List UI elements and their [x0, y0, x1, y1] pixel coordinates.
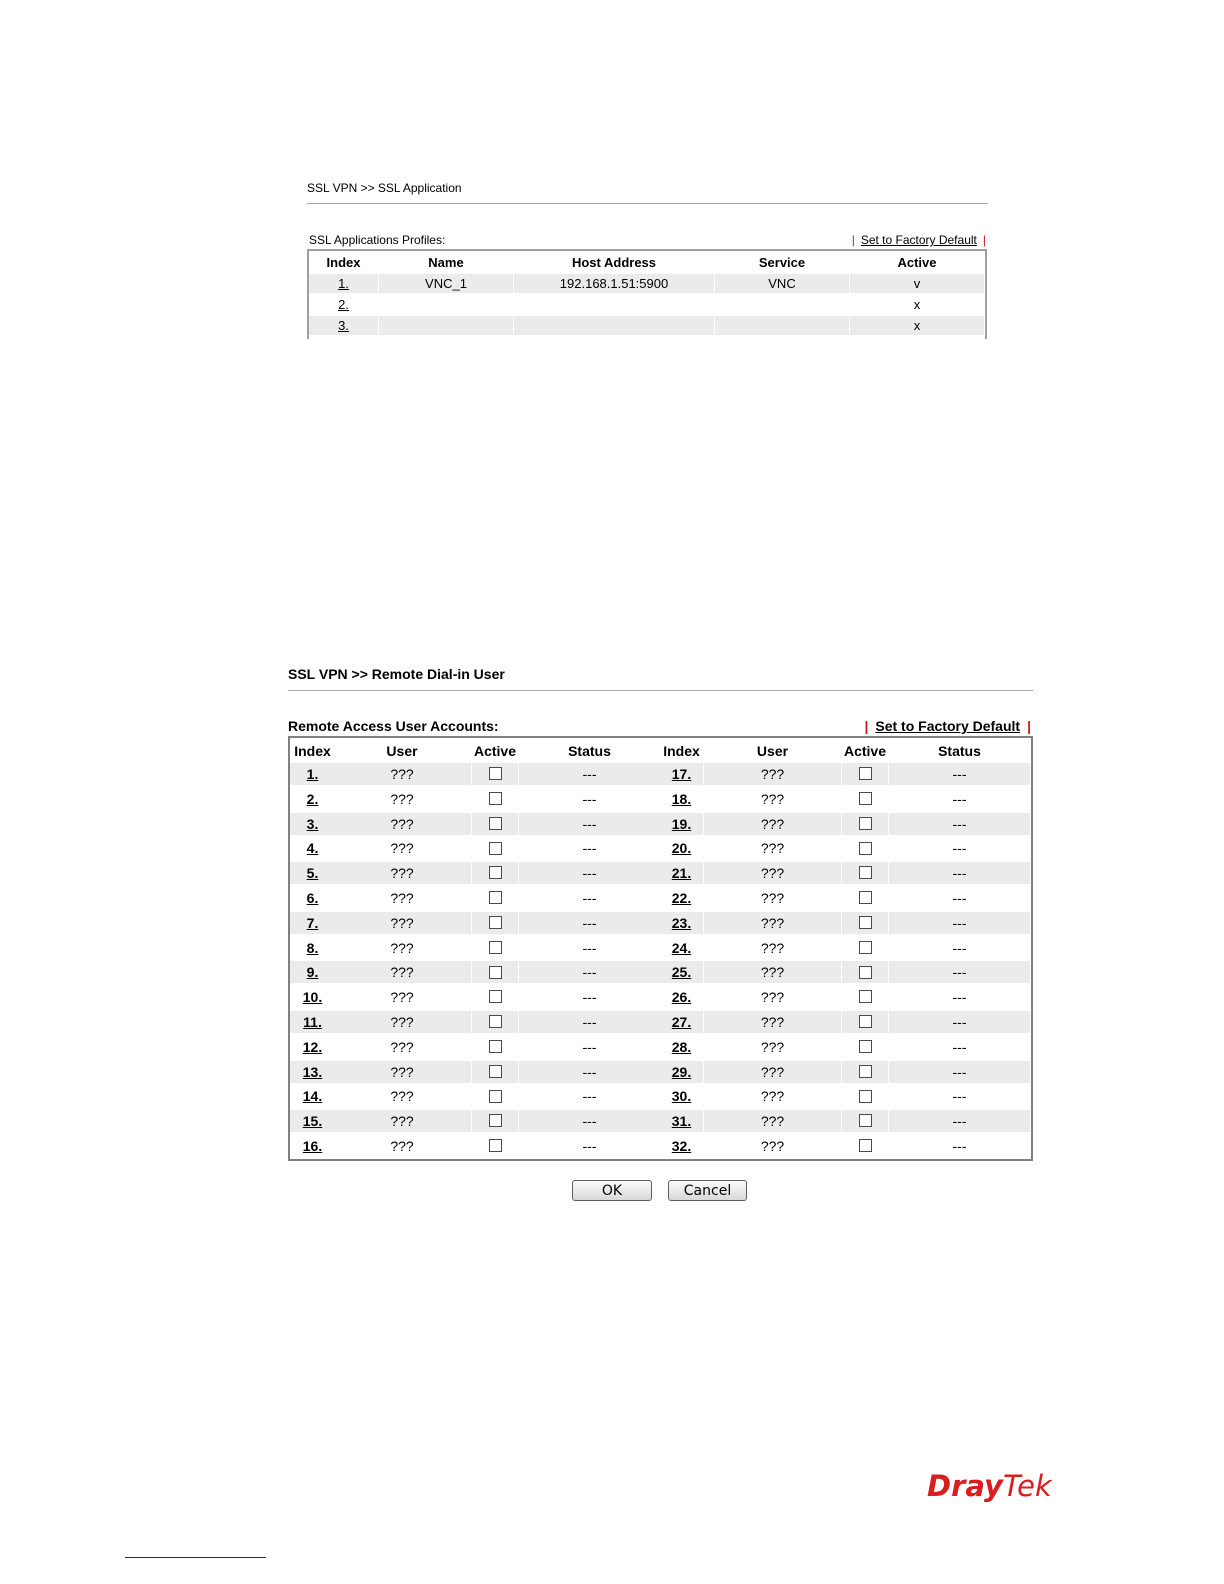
table-row — [290, 813, 1031, 838]
active-cell — [472, 1036, 518, 1058]
index-cell — [660, 1036, 703, 1058]
profile-index-link[interactable]: 3. — [338, 318, 349, 333]
active-checkbox[interactable] — [489, 891, 502, 904]
active-cell — [472, 937, 518, 959]
user-cell: ??? — [704, 1110, 841, 1132]
active-cell: v — [850, 274, 984, 293]
user-cell: ??? — [704, 1135, 841, 1157]
active-checkbox[interactable] — [859, 1015, 872, 1028]
active-checkbox[interactable] — [859, 941, 872, 954]
active-cell — [472, 1110, 518, 1132]
active-checkbox[interactable] — [489, 1040, 502, 1053]
name-cell — [379, 316, 513, 335]
table-row — [290, 763, 1031, 788]
status-cell: --- — [889, 862, 1030, 884]
user-cell: ??? — [704, 937, 841, 959]
index-cell — [660, 862, 703, 884]
table-row — [309, 295, 985, 315]
status-cell: --- — [519, 1036, 660, 1058]
factory-default-links — [864, 717, 1031, 735]
table-row — [290, 788, 1031, 813]
factory-default-links — [852, 232, 986, 248]
column-header-index: Index — [663, 743, 700, 759]
active-cell — [842, 837, 888, 859]
separator: | — [1027, 718, 1031, 734]
active-cell — [842, 986, 888, 1008]
index-cell — [290, 837, 335, 859]
active-checkbox[interactable] — [489, 792, 502, 805]
status-cell: --- — [889, 887, 1030, 909]
user-index-link[interactable]: 12. — [302, 1038, 323, 1055]
user-index-link[interactable]: 6. — [306, 890, 319, 906]
table-row — [309, 274, 985, 294]
active-cell — [472, 961, 518, 983]
active-cell — [472, 1011, 518, 1033]
status-cell: --- — [519, 961, 660, 983]
active-checkbox[interactable] — [859, 966, 872, 979]
set-factory-default-link[interactable]: Set to Factory Default — [875, 718, 1021, 734]
remote-access-user-table — [288, 736, 1033, 1161]
user-cell: ??? — [333, 1135, 471, 1157]
user-index-link[interactable]: 21. — [671, 865, 692, 882]
column-header-active: Active — [473, 743, 517, 759]
separator: | — [864, 718, 869, 734]
active-cell — [842, 788, 888, 810]
user-index-link[interactable]: 8. — [306, 939, 319, 956]
table-row — [290, 862, 1031, 887]
active-cell — [472, 813, 518, 835]
status-cell: --- — [519, 788, 660, 810]
column-header-user: User — [386, 743, 418, 759]
user-index-link[interactable]: 10. — [302, 989, 323, 1006]
index-cell — [660, 961, 703, 983]
user-cell: ??? — [333, 788, 471, 810]
status-cell: --- — [889, 1036, 1030, 1058]
index-cell — [290, 1110, 335, 1132]
user-index-link[interactable]: 2. — [306, 790, 319, 807]
index-cell — [660, 912, 703, 934]
separator: | — [851, 233, 855, 247]
status-cell: --- — [889, 1135, 1030, 1157]
status-cell: --- — [519, 912, 660, 934]
separator: | — [982, 233, 986, 247]
user-index-link[interactable]: 4. — [306, 840, 319, 857]
active-cell — [472, 862, 518, 884]
status-cell: --- — [519, 1061, 660, 1083]
active-cell — [842, 887, 888, 909]
table-row — [290, 986, 1031, 1011]
user-index-link[interactable]: 24. — [671, 939, 692, 956]
cancel-button[interactable]: Cancel — [668, 1180, 747, 1201]
host-address-cell — [514, 295, 714, 314]
user-cell: ??? — [333, 1061, 471, 1083]
user-cell: ??? — [704, 961, 841, 983]
active-checkbox[interactable] — [489, 1139, 502, 1152]
table-row — [290, 837, 1031, 862]
active-checkbox[interactable] — [489, 1090, 502, 1103]
active-checkbox[interactable] — [489, 817, 502, 830]
table-header — [290, 740, 1031, 762]
user-cell: ??? — [333, 986, 471, 1008]
index-cell — [290, 1011, 335, 1033]
active-checkbox[interactable] — [859, 792, 872, 805]
footnote-rule — [125, 1557, 266, 1558]
column-header-active: Active — [843, 743, 887, 759]
index-cell — [660, 937, 703, 959]
table-row — [290, 1110, 1031, 1135]
active-cell — [842, 1110, 888, 1132]
index-cell — [290, 961, 335, 983]
index-cell — [660, 837, 703, 859]
user-cell: ??? — [704, 1011, 841, 1033]
active-checkbox[interactable] — [859, 1065, 872, 1078]
index-cell — [660, 1085, 703, 1107]
user-cell: ??? — [333, 1110, 471, 1132]
column-header-host-address: Host Address — [571, 255, 657, 270]
index-cell — [290, 1036, 335, 1058]
service-cell — [715, 316, 849, 335]
index-cell — [309, 295, 378, 314]
index-cell — [290, 788, 335, 810]
set-factory-default-link[interactable]: Set to Factory Default — [860, 233, 977, 247]
table-header — [309, 253, 985, 273]
active-cell — [842, 1061, 888, 1083]
status-cell: --- — [889, 1110, 1030, 1132]
active-checkbox[interactable] — [489, 1114, 502, 1127]
index-cell — [660, 763, 703, 785]
index-cell — [290, 1135, 335, 1157]
table-row — [290, 961, 1031, 986]
status-cell: --- — [519, 1110, 660, 1132]
logo-text-dray: Dray — [927, 1469, 1003, 1503]
breadcrumb: SSL VPN >> Remote Dial-in User — [288, 666, 505, 682]
active-checkbox[interactable] — [489, 767, 502, 780]
draytek-logo — [927, 1465, 1067, 1509]
user-index-link[interactable]: 20. — [671, 840, 692, 857]
service-cell — [715, 295, 849, 314]
active-checkbox[interactable] — [489, 941, 502, 954]
index-cell — [290, 862, 335, 884]
active-cell — [842, 1036, 888, 1058]
active-checkbox[interactable] — [489, 966, 502, 979]
user-cell: ??? — [333, 813, 471, 835]
active-cell — [842, 763, 888, 785]
name-cell — [379, 295, 513, 314]
index-cell — [660, 1110, 703, 1132]
active-checkbox[interactable] — [859, 891, 872, 904]
profile-index-link[interactable]: 1. — [338, 276, 349, 291]
user-cell: ??? — [333, 937, 471, 959]
user-index-link[interactable]: 31. — [671, 1113, 692, 1130]
index-cell — [660, 1061, 703, 1083]
active-cell — [472, 1085, 518, 1107]
status-cell: --- — [889, 788, 1030, 810]
active-checkbox[interactable] — [489, 1015, 502, 1028]
user-cell: ??? — [333, 1085, 471, 1107]
user-index-link[interactable]: 1. — [306, 766, 319, 782]
active-checkbox[interactable] — [859, 767, 872, 780]
index-cell — [660, 986, 703, 1008]
active-checkbox[interactable] — [859, 1139, 872, 1152]
status-cell: --- — [889, 1085, 1030, 1107]
active-cell — [472, 788, 518, 810]
user-cell: ??? — [704, 1085, 841, 1107]
index-cell — [660, 1011, 703, 1033]
status-cell: --- — [889, 986, 1030, 1008]
status-cell: --- — [519, 837, 660, 859]
user-cell: ??? — [704, 986, 841, 1008]
table-row — [290, 1135, 1031, 1160]
status-cell: --- — [889, 763, 1030, 785]
status-cell: --- — [519, 813, 660, 835]
user-cell: ??? — [333, 1036, 471, 1058]
section-header — [307, 232, 988, 248]
column-header-active: Active — [897, 255, 937, 270]
table-row — [290, 1061, 1031, 1086]
active-checkbox[interactable] — [859, 842, 872, 855]
active-checkbox[interactable] — [859, 1114, 872, 1127]
status-cell: --- — [519, 1135, 660, 1157]
index-cell — [309, 316, 378, 335]
user-cell: ??? — [704, 862, 841, 884]
active-checkbox[interactable] — [859, 817, 872, 830]
section-title: SSL Applications Profiles: — [309, 233, 446, 247]
status-cell: --- — [889, 813, 1030, 835]
form-buttons — [288, 1180, 1033, 1202]
active-cell: x — [850, 316, 984, 335]
index-cell — [309, 274, 378, 293]
service-cell: VNC — [715, 274, 849, 293]
active-cell — [842, 937, 888, 959]
divider — [288, 690, 1033, 691]
status-cell: --- — [889, 1011, 1030, 1033]
active-cell: x — [850, 295, 984, 314]
column-header-service: Service — [758, 255, 806, 270]
user-cell: ??? — [333, 912, 471, 934]
active-cell — [842, 1085, 888, 1107]
user-cell: ??? — [704, 887, 841, 909]
table-row — [290, 912, 1031, 937]
host-address-cell: 192.168.1.51:5900 — [514, 274, 714, 293]
active-cell — [472, 1061, 518, 1083]
active-cell — [472, 1135, 518, 1157]
active-checkbox[interactable] — [859, 866, 872, 879]
status-cell: --- — [519, 862, 660, 884]
column-header-status: Status — [568, 743, 611, 759]
user-index-link[interactable]: 18. — [671, 790, 692, 807]
logo-text-tek: Tek — [1003, 1469, 1052, 1503]
user-index-link[interactable]: 9. — [306, 964, 319, 981]
user-cell: ??? — [704, 1061, 841, 1083]
index-cell — [660, 813, 703, 835]
user-cell: ??? — [704, 763, 841, 785]
active-cell — [842, 1011, 888, 1033]
status-cell: --- — [889, 912, 1030, 934]
user-index-link[interactable]: 11. — [303, 1014, 322, 1030]
user-index-link[interactable]: 19. — [671, 815, 692, 832]
user-index-link[interactable]: 13. — [302, 1063, 323, 1080]
section-title: Remote Access User Accounts: — [288, 718, 499, 734]
active-cell — [842, 862, 888, 884]
user-cell: ??? — [704, 837, 841, 859]
user-cell: ??? — [333, 837, 471, 859]
column-header-index: Index — [326, 255, 361, 270]
user-cell: ??? — [704, 813, 841, 835]
user-index-link[interactable]: 17. — [671, 766, 692, 782]
user-cell: ??? — [333, 862, 471, 884]
active-checkbox[interactable] — [859, 990, 872, 1003]
user-index-link[interactable]: 27. — [671, 1014, 692, 1030]
breadcrumb: SSL VPN >> SSL Application — [307, 181, 462, 195]
user-index-link[interactable]: 26. — [671, 989, 692, 1006]
table-row — [290, 1085, 1031, 1110]
active-checkbox[interactable] — [489, 866, 502, 879]
active-cell — [472, 912, 518, 934]
table-row — [290, 1011, 1031, 1036]
active-checkbox[interactable] — [859, 1040, 872, 1053]
active-cell — [472, 986, 518, 1008]
active-checkbox[interactable] — [859, 1090, 872, 1103]
user-cell: ??? — [333, 763, 471, 785]
profile-index-link[interactable]: 2. — [338, 297, 349, 312]
table-row — [290, 887, 1031, 912]
user-index-link[interactable]: 29. — [671, 1063, 692, 1080]
table-row — [290, 937, 1031, 962]
user-index-link[interactable]: 23. — [671, 914, 692, 931]
user-index-link[interactable]: 30. — [671, 1088, 692, 1105]
status-cell: --- — [889, 1061, 1030, 1083]
index-cell — [290, 813, 335, 835]
index-cell — [290, 986, 335, 1008]
index-cell — [290, 887, 335, 909]
active-cell — [472, 763, 518, 785]
user-cell: ??? — [704, 912, 841, 934]
user-index-link[interactable]: 28. — [671, 1038, 692, 1055]
active-cell — [472, 887, 518, 909]
status-cell: --- — [519, 1011, 660, 1033]
user-index-link[interactable]: 7. — [306, 914, 319, 931]
user-index-link[interactable]: 5. — [306, 865, 319, 882]
active-cell — [842, 961, 888, 983]
user-cell: ??? — [333, 961, 471, 983]
column-header-index: Index — [294, 743, 331, 759]
active-checkbox[interactable] — [489, 1065, 502, 1078]
name-cell: VNC_1 — [379, 274, 513, 293]
active-checkbox[interactable] — [859, 916, 872, 929]
status-cell: --- — [519, 763, 660, 785]
column-header-name: Name — [428, 255, 464, 270]
column-header-user: User — [756, 743, 789, 759]
user-index-link[interactable]: 22. — [671, 890, 692, 906]
user-index-link[interactable]: 32. — [671, 1138, 692, 1154]
status-cell: --- — [519, 986, 660, 1008]
user-cell: ??? — [704, 1036, 841, 1058]
active-checkbox[interactable] — [489, 842, 502, 855]
user-cell: ??? — [704, 788, 841, 810]
active-cell — [472, 837, 518, 859]
status-cell: --- — [889, 937, 1030, 959]
active-checkbox[interactable] — [489, 916, 502, 929]
index-cell — [660, 788, 703, 810]
status-cell: --- — [889, 837, 1030, 859]
active-cell — [842, 813, 888, 835]
ssl-application-panel — [307, 180, 988, 333]
user-cell: ??? — [333, 1011, 471, 1033]
user-cell: ??? — [333, 887, 471, 909]
index-cell — [290, 912, 335, 934]
column-header-status: Status — [938, 743, 981, 759]
ok-button[interactable]: OK — [572, 1180, 652, 1201]
table-row — [290, 1036, 1031, 1061]
active-cell — [842, 1135, 888, 1157]
user-index-link[interactable]: 15. — [302, 1113, 323, 1130]
section-header — [288, 717, 1033, 735]
user-index-link[interactable]: 25. — [671, 964, 692, 981]
remote-dialin-user-panel — [288, 665, 1033, 1199]
index-cell — [290, 763, 335, 785]
divider — [307, 203, 988, 204]
ssl-applications-table — [307, 249, 987, 339]
active-checkbox[interactable] — [489, 990, 502, 1003]
table-row — [309, 316, 985, 336]
index-cell — [660, 1135, 703, 1157]
active-cell — [842, 912, 888, 934]
index-cell — [290, 937, 335, 959]
user-index-link[interactable]: 3. — [306, 815, 319, 832]
status-cell: --- — [519, 887, 660, 909]
index-cell — [290, 1085, 335, 1107]
host-address-cell — [514, 316, 714, 335]
status-cell: --- — [889, 961, 1030, 983]
user-index-link[interactable]: 14. — [302, 1088, 323, 1105]
user-index-link[interactable]: 16. — [302, 1138, 323, 1154]
status-cell: --- — [519, 1085, 660, 1107]
index-cell — [290, 1061, 335, 1083]
index-cell — [660, 887, 703, 909]
status-cell: --- — [519, 937, 660, 959]
